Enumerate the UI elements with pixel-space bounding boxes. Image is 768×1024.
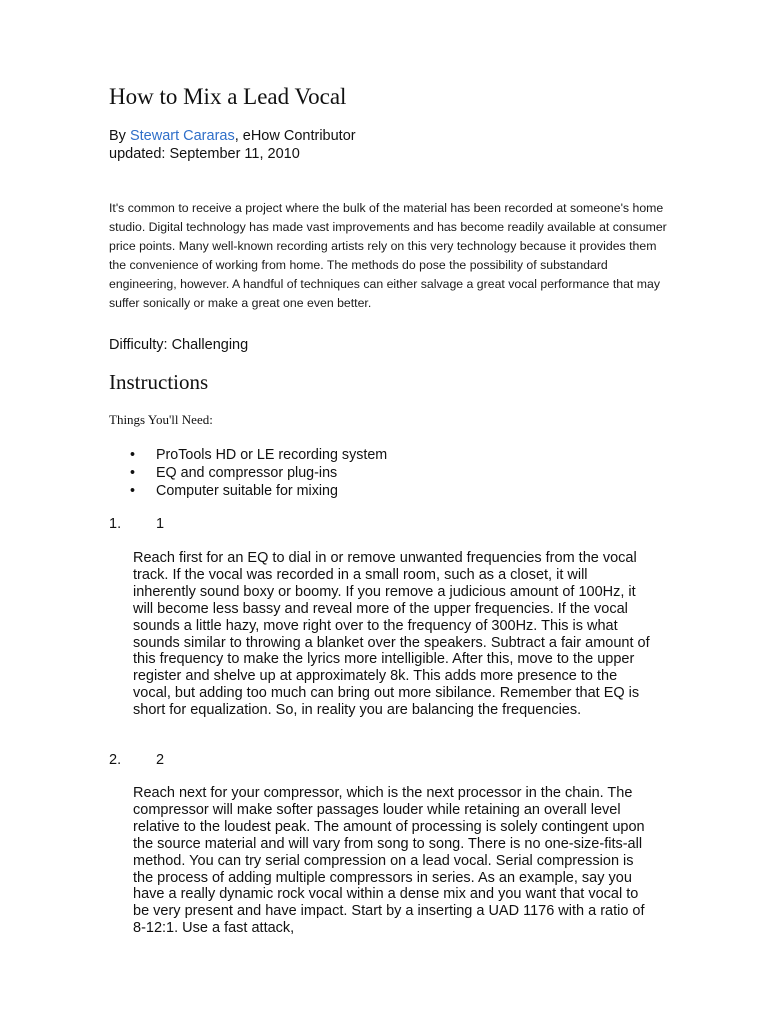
author-line [109,127,356,145]
step-2-marker: 2. [109,752,122,768]
list-item: • Computer suitable for mixing [109,482,387,500]
step-1-marker: 1. [109,516,122,532]
byline [109,127,356,163]
updated-date: updated: September 11, 2010 [109,146,300,162]
author-link[interactable]: Stewart Cararas [129,128,235,144]
step-1-number: 1 [156,516,165,532]
things-needed-heading: Things You'll Need: [109,412,213,427]
step-1-text: Reach first for an EQ to dial in or remove unwanted frequencies from the vocal track. If the vocal was recorded in a small room, such as a closet, it will inherently sound boxy or boomy. If you remove a judicious amount of 100Hz, it will become less bassy and reveal more of the upper frequencies. If the vocal sounds a little hazy, move right over to the frequency of 300Hz. This is what sounds similar to throwing a blanket over the speakers. Subtract a fair amount of this frequency to make the lyrics more intelligible. After this, move to the upper register and shelve up at approximately 8k. This adds more presence to the vocal, but adding too much can bring out more sibilance. Remember that EQ is short for equalization. So, in reality you are balancing the frequencies. [133,550,650,719]
by-prefix: By [109,128,130,144]
page-title: How to Mix a Lead Vocal [109,84,347,109]
difficulty-label: Difficulty: Challenging [109,337,249,353]
step-2-heading [109,752,164,768]
author-role: , eHow Contributor [234,128,356,144]
things-needed-list [109,446,387,500]
step-2-text: Reach next for your compressor, which is the next processor in the chain. The compressor will make softer passages louder while retaining an overall level relative to the loudest peak. The amount of processing is solely contingent upon the source material and will vary from song to song. There is no one-size-fits-all method. You can try serial compression on a lead vocal. Serial compression is the process of adding multiple compressors in series. As an example, say you have a really dynamic rock vocal within a dense mix and you want that vocal to be very present and have impact. Start by a inserting a UAD 1176 with a ratio of 8-12:1. Use a fast attack, [133,785,645,937]
list-item: • ProTools HD or LE recording system [109,446,387,464]
intro-paragraph: It's common to receive a project where the bulk of the material has been recorded at someone's home studio. Digital technology has made vast improvements and has become readily available at consumer price points. Many well-known recording artists rely on this very technology because it provides them the convenience of working from home. The methods do pose the possibility of substandard engineering, however. A handful of techniques can either salvage a great vocal performance that may suffer sonically or make a great one even better. [109,201,667,310]
list-item: • EQ and compressor plug-ins [109,464,387,482]
instructions-heading: Instructions [109,370,209,394]
step-2-number: 2 [156,752,165,768]
step-1-heading [109,516,164,532]
